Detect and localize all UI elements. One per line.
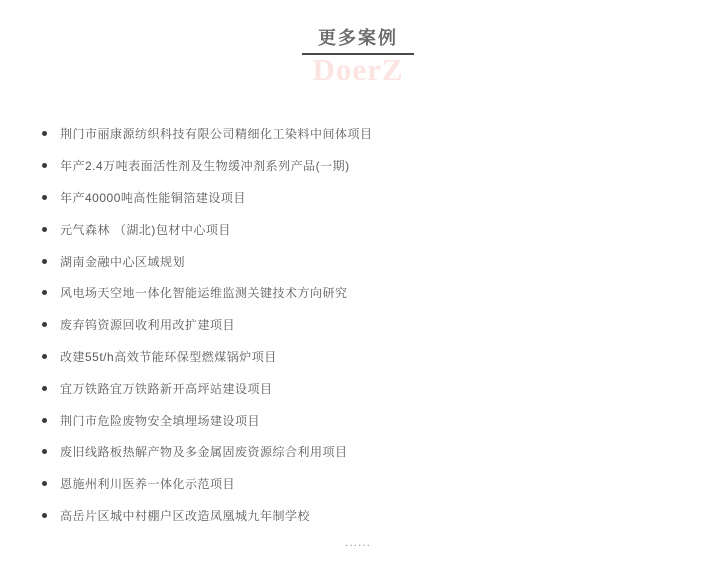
section-header — [0, 28, 716, 87]
case-list-item[interactable] — [42, 468, 688, 500]
case-label: 风电场天空地一体化智能运维监测关键技术方向研究 — [60, 286, 348, 301]
case-list-item[interactable] — [42, 341, 688, 373]
case-list — [42, 118, 688, 531]
case-list-item[interactable] — [42, 309, 688, 341]
bullet-icon — [42, 131, 47, 136]
case-label: 年产40000吨高性能铜箔建设项目 — [60, 190, 246, 205]
case-label: 恩施州利川医养一体化示范项目 — [60, 477, 236, 492]
page-title: 更多案例 — [318, 28, 398, 48]
more-ellipsis: ...... — [344, 535, 371, 549]
bullet-icon — [42, 418, 47, 423]
bullet-icon — [42, 259, 47, 264]
case-label: 废弃钨资源回收利用改扩建项目 — [60, 318, 236, 333]
bullet-icon — [42, 449, 47, 454]
case-label: 改建55t/h高效节能环保型燃煤锅炉项目 — [60, 349, 277, 364]
case-list-item[interactable] — [42, 500, 688, 532]
bullet-icon — [42, 163, 47, 168]
bullet-icon — [42, 322, 47, 327]
bullet-icon — [42, 386, 47, 391]
bullet-icon — [42, 195, 47, 200]
case-label: 废旧线路板热解产物及多金属固废资源综合利用项目 — [60, 445, 348, 460]
case-list-item[interactable] — [42, 245, 688, 277]
bullet-icon — [42, 290, 47, 295]
case-list-item[interactable] — [42, 436, 688, 468]
case-list-item[interactable] — [42, 213, 688, 245]
case-label: 元气森林 （湖北)包材中心项目 — [60, 222, 231, 237]
case-list-item[interactable] — [42, 150, 688, 182]
case-list-item[interactable] — [42, 404, 688, 436]
case-label: 荆门市危险废物安全填埋场建设项目 — [60, 413, 261, 428]
case-list-item[interactable] — [42, 277, 688, 309]
bullet-icon — [42, 513, 47, 518]
case-label: 年产2.4万吨表面活性剂及生物缓冲剂系列产品(一期) — [60, 159, 350, 174]
case-label: 宜万铁路宜万铁路新开高坪站建设项目 — [60, 381, 273, 396]
case-list-item[interactable] — [42, 182, 688, 214]
case-list-item[interactable] — [42, 372, 688, 404]
bullet-icon — [42, 227, 47, 232]
case-list-item[interactable] — [42, 118, 688, 150]
bullet-icon — [42, 354, 47, 359]
bullet-icon — [42, 481, 47, 486]
case-label: 高岳片区城中村棚户区改造凤凰城九年制学校 — [60, 508, 311, 523]
case-label: 荆门市丽康源纺织科技有限公司精细化工染料中间体项目 — [60, 127, 373, 142]
watermark-logo: DoerZ — [312, 52, 404, 87]
case-label: 湖南金融中心区域规划 — [60, 254, 186, 269]
